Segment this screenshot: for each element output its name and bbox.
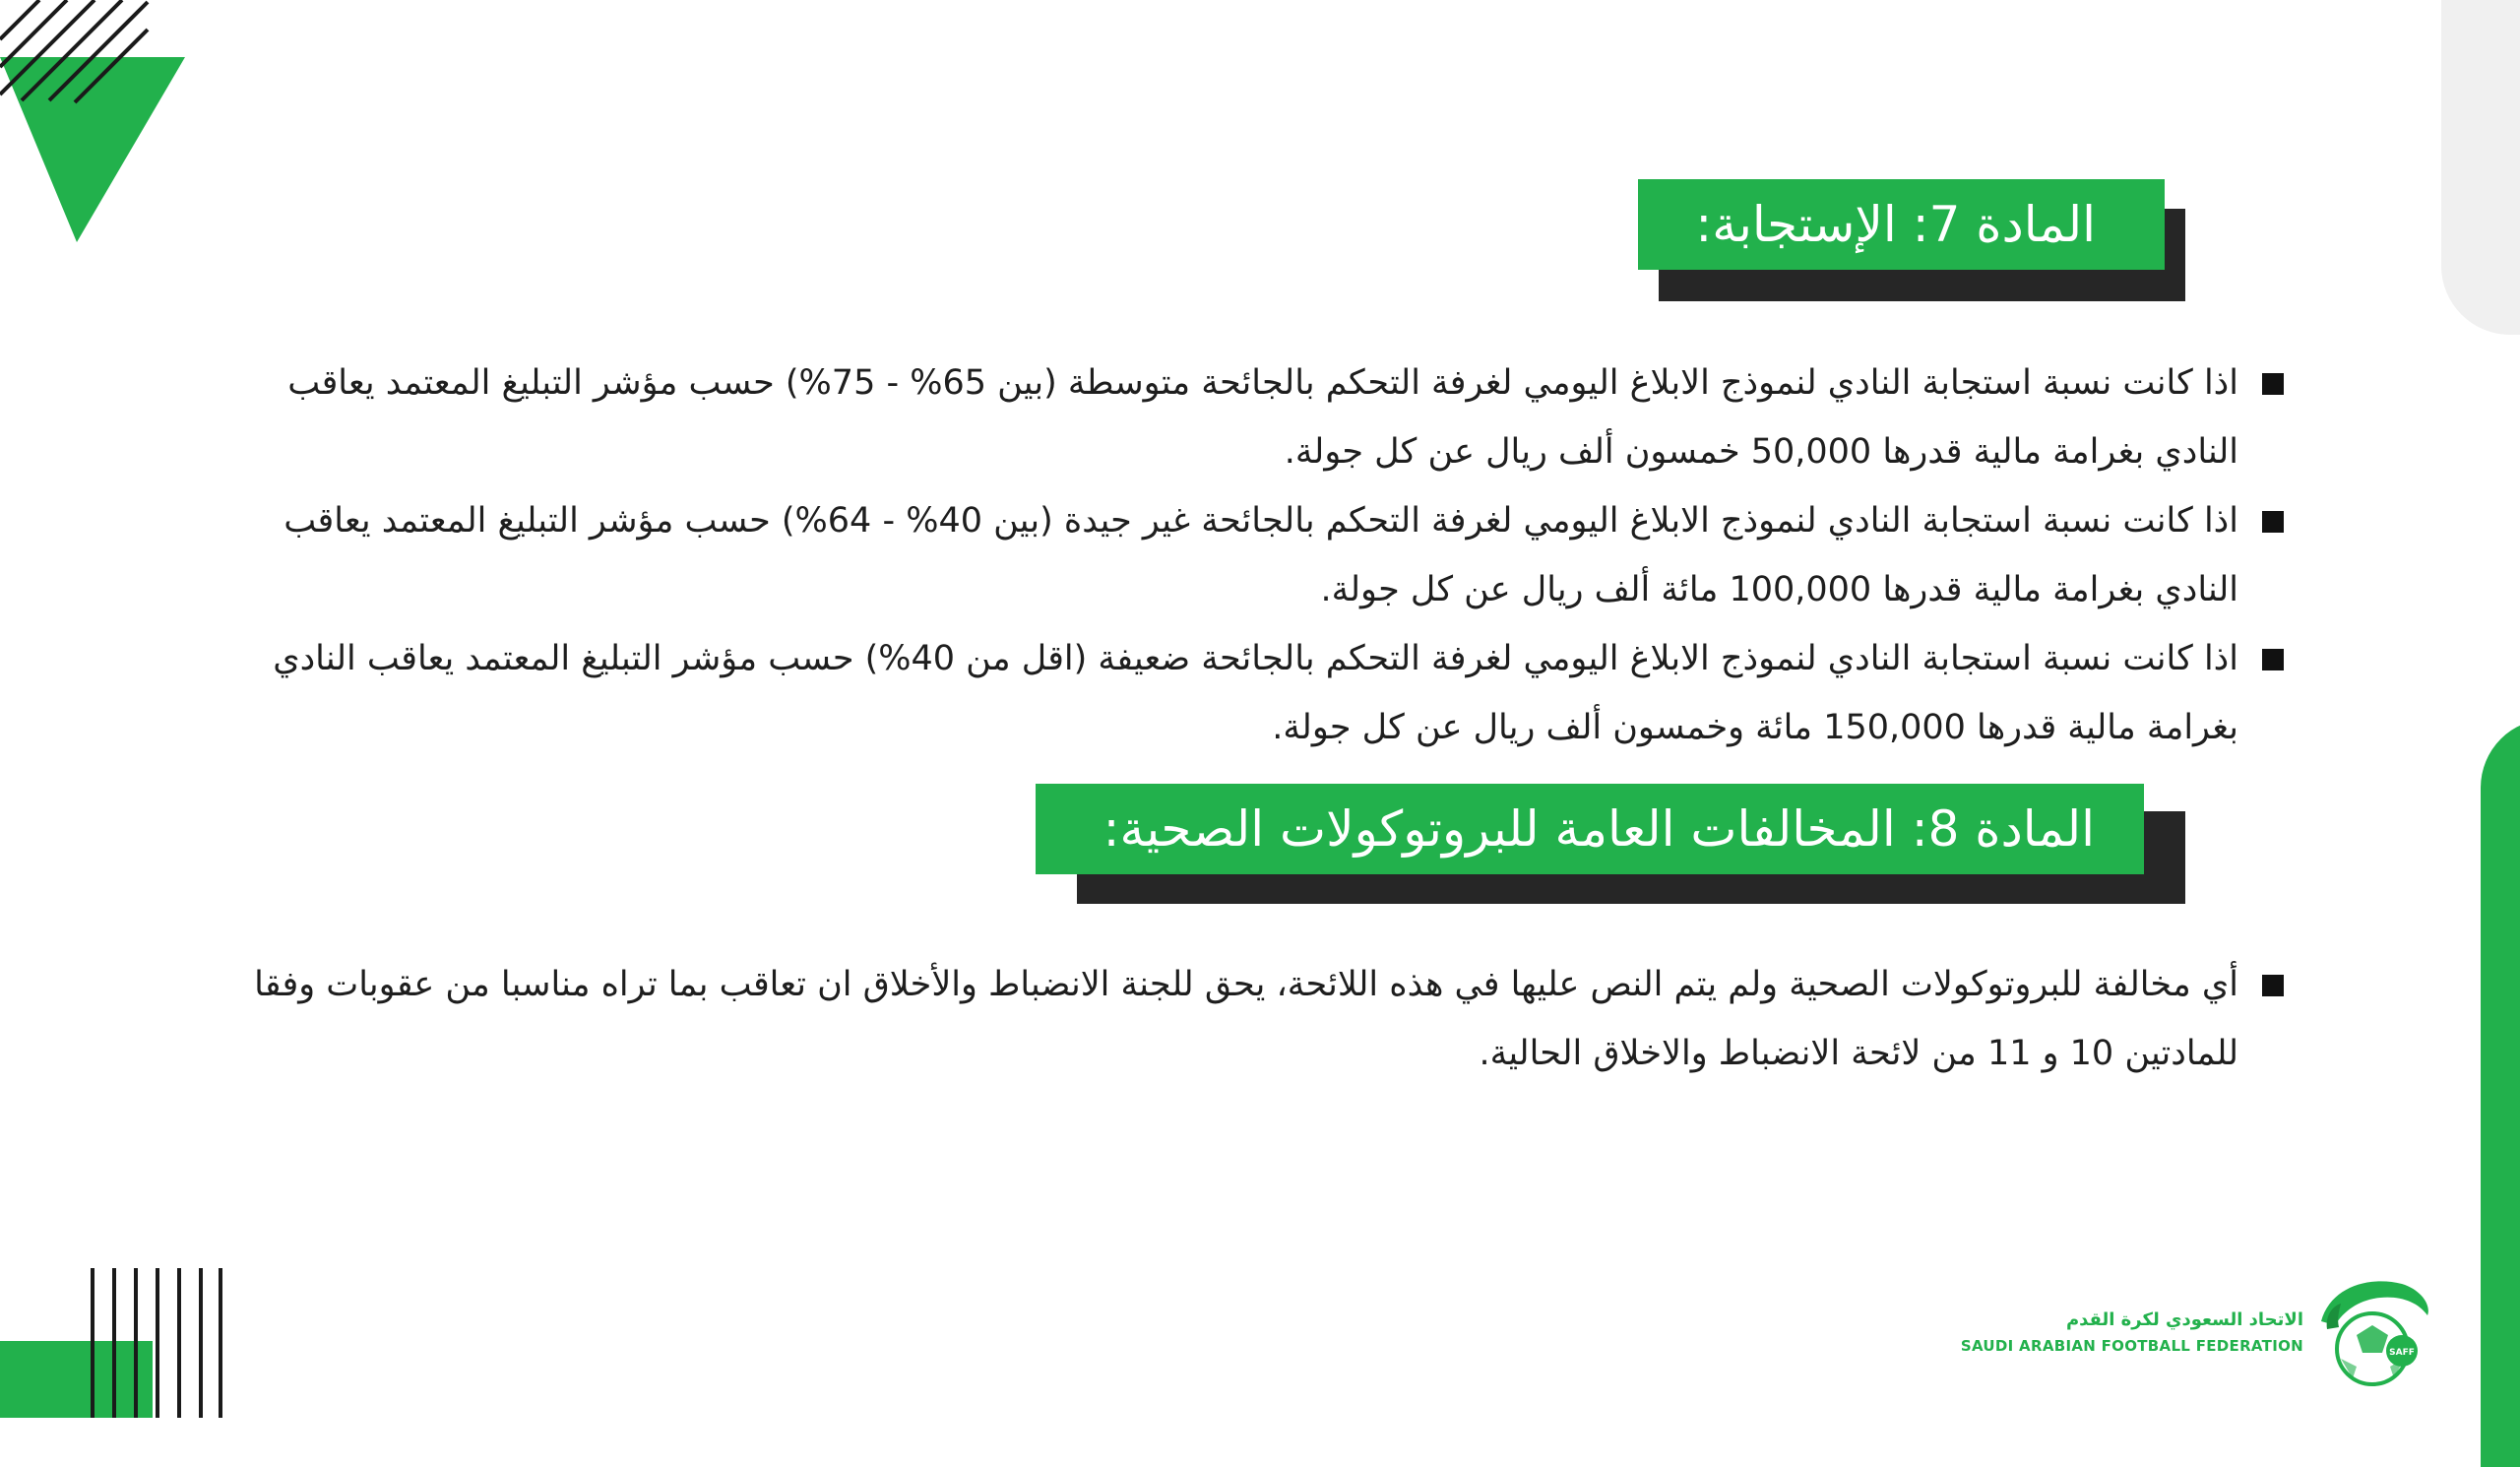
federation-logo: [1960, 1276, 2441, 1394]
logo-badge-text: SAFF: [2389, 1348, 2415, 1358]
article-8-list: [177, 950, 2238, 1088]
side-green-bar-decoration: [2481, 719, 2520, 1467]
bottom-lines-decoration: [0, 1260, 236, 1418]
list-item: [213, 486, 2238, 624]
bullet-square-icon: [2262, 373, 2284, 395]
bullet-square-icon: [2262, 649, 2284, 670]
list-item-text: أي مخالفة للبروتوكولات الصحية ولم يتم النص عليها في هذه اللائحة، يحق للجنة الانضباط والأخلاق ان تعاقب بما تراه مناسبا من عقوبات وفقا للمادتين 10 و 11 من لائحة الانضباط والاخلاق الحالية.: [254, 965, 2238, 1073]
heading-box: [1036, 784, 2144, 874]
list-item-text: اذا كانت نسبة استجابة النادي لنموذج الابلاغ اليومي لغرفة التحكم بالجائحة متوسطة (بين 65% - 75%) حسب مؤشر التبليغ المعتمد يعاقب النادي بغرامة مالية قدرها 50,000 خمسون ألف ريال عن كل جولة.: [287, 363, 2238, 472]
heading-box: [1638, 179, 2165, 270]
list-item-text: اذا كانت نسبة استجابة النادي لنموذج الابلاغ اليومي لغرفة التحكم بالجائحة ضعيفة (اقل من 40%) حسب مؤشر التبليغ المعتمد يعاقب النادي بغرامة مالية قدرها 150,000 مائة وخمسون ألف ريال عن كل جولة.: [273, 639, 2238, 747]
article-7-heading: [1638, 179, 2185, 301]
list-item: [213, 624, 2238, 762]
article-7-list: [213, 349, 2238, 762]
list-item-text: اذا كانت نسبة استجابة النادي لنموذج الابلاغ اليومي لغرفة التحكم بالجائحة غير جيدة (بين 40% - 64%) حسب مؤشر التبليغ المعتمد يعاقب النادي بغرامة مالية قدرها 100,000 مائة ألف ريال عن كل جولة.: [284, 501, 2238, 609]
logo-english-name: SAUDI ARABIAN FOOTBALL FEDERATION: [1960, 1337, 2303, 1355]
list-item: [177, 950, 2238, 1088]
article-7-title: المادة 7: الإستجابة:: [1695, 196, 2096, 253]
logo-arabic-name: الاتحاد السعودي لكرة القدم: [2065, 1309, 2303, 1330]
bullet-square-icon: [2262, 975, 2284, 996]
falcon-ball-emblem-icon: [2311, 1276, 2433, 1394]
corner-triangle-decoration: [0, 0, 197, 256]
corner-panel-decoration: [2441, 0, 2520, 335]
article-8-title: المادة 8: المخالفات العامة للبروتوكولات الصحية:: [1102, 800, 2095, 858]
bullet-square-icon: [2262, 511, 2284, 533]
list-item: [213, 349, 2238, 486]
article-8-heading: [1036, 784, 2185, 904]
